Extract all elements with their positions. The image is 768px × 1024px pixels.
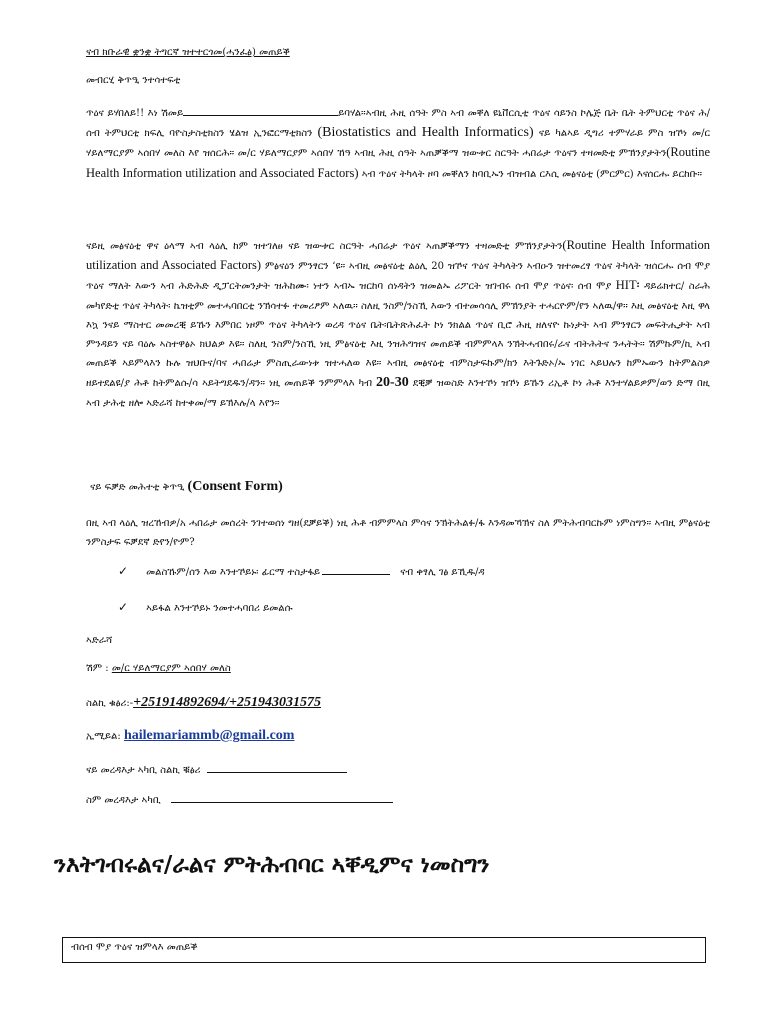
intro-text-1b: ይባሃል።ኣብዚ ሕዚ ሰዓት ምስ ኣብ መቐለ ዩኒቨርሲቲ ጥዕና ሳይንስ ኮሌጅ ቤት ቤት ትምህርቲ ጥዕና ሕ/ሰብ ትምህርቲ ክፍሊ ባዮስታስቲክስን ሄልዝ ኢንፎርማቲክስን xyxy=(86,108,710,140)
body-paragraph xyxy=(86,236,710,413)
email-label: ኢሚይል: xyxy=(86,731,124,742)
phone-value: +251914892694/+251943031575 xyxy=(133,695,321,710)
consent-yes-option xyxy=(118,564,485,580)
closing-thanks: ንእትገብሩልና/ራልና ምትሕብባር ኣቐዲምና ነመስግን xyxy=(54,852,490,878)
helper-name-blank[interactable] xyxy=(171,792,393,803)
intro-text-1c: ናይ ካልኣይ ዲግሪ ተምሃራይ ምስ ዝኾነ መ/ር ሃይለማርያም ኣሰበሃ መለስ እየ ዝሰርሕ። መ/ር ሃይለማርያም ኣሰበሃ ኸዓ ኣብዚ ሕዚ ሰዓት ኣጠቓቕማ ዝውቱር ስርዓት ሓበሬታ ጥዕናን ተዛመድቲ ምኽንያታትን xyxy=(86,128,710,160)
greeting-heading: መብርሂ ቅጥዒ ንተሳተፍቲ xyxy=(86,75,181,86)
body-english-3: (Routine Health Information utilization and Associated Factors) xyxy=(86,238,710,273)
document-title: ናብ ክቡራዊ ቋንቋ ትግርኛ ዝተተርጎመ(ሓንፈፅ) መጠይቕ xyxy=(86,47,290,58)
helper-phone-blank[interactable] xyxy=(207,762,347,773)
yes-option-text-b: ናብ ቀፃሊ ገፅ ይኺዱ/ዳ xyxy=(400,567,485,578)
phone-label: ስልኪ ቁፅሪ:- xyxy=(86,698,134,709)
consent-heading xyxy=(90,479,283,495)
consent-heading-am: ናይ ፍቓድ መሕተቲ ቅጥዒ xyxy=(90,482,185,493)
helper-name-label: ስም መረዳእታ ኣካቢ xyxy=(86,795,161,806)
intro-english-2: (Routine Health Information utilization and Associated Factors) xyxy=(86,145,710,180)
footer-box-text: ብሰብ ሞያ ጥዕና ዝምላእ መጠይቕ xyxy=(71,942,198,953)
body-text-d: ደቒቓ ዝወስድ እንተኾነ ዝኾነ ይኹን ሪኢቶ ኮነ ሕቶ እንተሃልይዎም/ወን ድማ በዚ ኣብ ታሕቲ ዘሎ ኣድራሻ ከተቀመ/ማ ይኽእሉ/ላ እየን። xyxy=(86,378,710,409)
address-email xyxy=(86,729,294,744)
address-phone xyxy=(86,696,321,711)
helper-phone xyxy=(86,762,347,778)
consent-heading-en: (Consent Form) xyxy=(187,479,283,494)
no-option-text: ኣይፋል እንተኾይኑ ንመተሓባበሪ ይመልሱ xyxy=(146,603,293,614)
minutes-range: 20-30 xyxy=(376,375,409,391)
address-label: ኣድራሻ xyxy=(86,635,113,646)
name-blank[interactable] xyxy=(183,105,338,116)
name-value: መ/ር ሃይለማርያም ኣሰበሃ መለስ xyxy=(111,663,231,674)
yes-option-text-a: መልስኹም/ሰን እወ እንተኾይኑ፡ ፊርማ ተስታፋይ xyxy=(146,567,321,578)
body-text-a: ናይዚ መፅናዕቲ ዋና ዕላማ ኣብ ላዕሊ ከም ዝተገለፀ ናይ ዝውቱር ስርዓት ሓበሬታ ጥዕና ኣጠቓቕማን ተዛመድቲ ምኽንያታትን xyxy=(86,241,563,252)
footer-box xyxy=(62,937,706,963)
consent-no-option xyxy=(118,600,293,616)
check-icon: ✓ xyxy=(118,564,129,578)
check-icon: ✓ xyxy=(118,600,129,614)
helper-name xyxy=(86,792,393,808)
hit-label: HIT፡ xyxy=(615,278,640,293)
intro-text-1: ጥዕና ይሃበለይ!! እነ ሽመይ xyxy=(86,108,184,119)
name-label: ሽም : xyxy=(86,663,112,674)
intro-english-1: (Biostatistics and Health Informatics) xyxy=(317,125,534,141)
intro-text-1d: ኣብ ጥዕና ትካላት ዞባ መቐለን ከባቢኡን ብዝብል ርእሲ መፅናዕቲ (ምርምር) እናሰርሑ ይርከቡ። xyxy=(361,168,703,180)
intro-paragraph xyxy=(86,104,710,184)
consent-question: በዚ ኣብ ላዕሊ ዝረኸብዎ/አ ሓበሬታ መሰረት ንገተወሰነ ግዘ(ደቓይቕ) ነዚ ሕቶ ብምምላስ ምሳና ንኽትሕልፉ/ፋ እንዳመኻኽና ስለ ምትሕብባርኩም ነምስግን። ኣብዚ ምፅናዕቲ ንምስታፍ ፍቓደኛ ድየን/ዮም? xyxy=(86,518,710,549)
address-name xyxy=(86,662,231,676)
email-link[interactable]: hailemariammb@gmail.com xyxy=(123,728,295,743)
helper-phone-label: ናይ መረዳእታ ኣካቢ ስልኪ ቑፅሪ xyxy=(86,765,201,776)
body-text-b: ምፅናዕን ምንፃርን ‘ዩ። ኣብዚ መፅናዕቲ ልዕሊ 20 ዝኾና ጥዕና ትካላትን ኣብዑን ዝተመረፃ ጥዕና ትካላት ዝሰርሑ ሰብ ሞያ ጥዕና ማለት እውን ኣብ ሕድሕድ ዲፓርትመንታት ዝሕከሙ፡ ነተን ኣብኡ ዝርከባ ሰነዳትን ዝመልኡ ሪፖርት ዝገብሩ ሰብ ሞያ ጥዕና፡ ሰብ ሞያ xyxy=(86,261,710,293)
body-text-c: ዳይሬክተር/ ስራሕ መካየድቲ ጥዕና ትካላት፡ ኬዝቲም መተሓባበርቲ ንኽሳተፉ ተመሪፆም ኣለዉ። ስለዚ ንስም/ንስኺ እውን ብተመሳሳሊ ምኽንያት ተሓርዮም/የን ኣለዉ/ዋ። እዚ መፅናዕቲ እዚ ዋላ እኳ ንናይ ማስተር መመረቒ ይኹን እምበር ነዞም ጥዕና ትካላትን ወረዳ ጥዕና ቤት፡ቤትጽሕፈት ኮነ ንክልል ጥዕና ቢሮ ሕዚ ዘለናዮ ኩነታት ኣብ ምንፃርን መፍትሒታት ኣብ ምንዳይን ናይ ባዕሉ ኣስተዋፅኦ ክህልዎ እዩ። ስለዚ ንስም/ንስኺ ነዚ ምፅናዕቲ እዚ ንዝሕግዝና መጠይቕ ብምምላእ ንኽትሓብበሩ/ራና ብትሕትና ንሓትት። ሽምኩም/ኪ ኣብ መጠይቕ ኣይምላእን ኩሉ ዝህቡና/ባና ሓበሬታ ምስጢራውነቱ ዝተሓለወ እዩ። ኣብዚ መፅናዕቲ ብምስታፍኩም/ክን እትጉድኦ/ኡ ነገር ኣይህሉን ከምኡውን ከትምልስዎ ዘይተደልዩ/ያ ሕቶ ከትምልሱ/ሳ ኣይትግደዱን/ዳን። ነዚ መጠይቕ ንምምላእ ካብ xyxy=(86,281,710,390)
signature-blank[interactable] xyxy=(322,564,390,575)
